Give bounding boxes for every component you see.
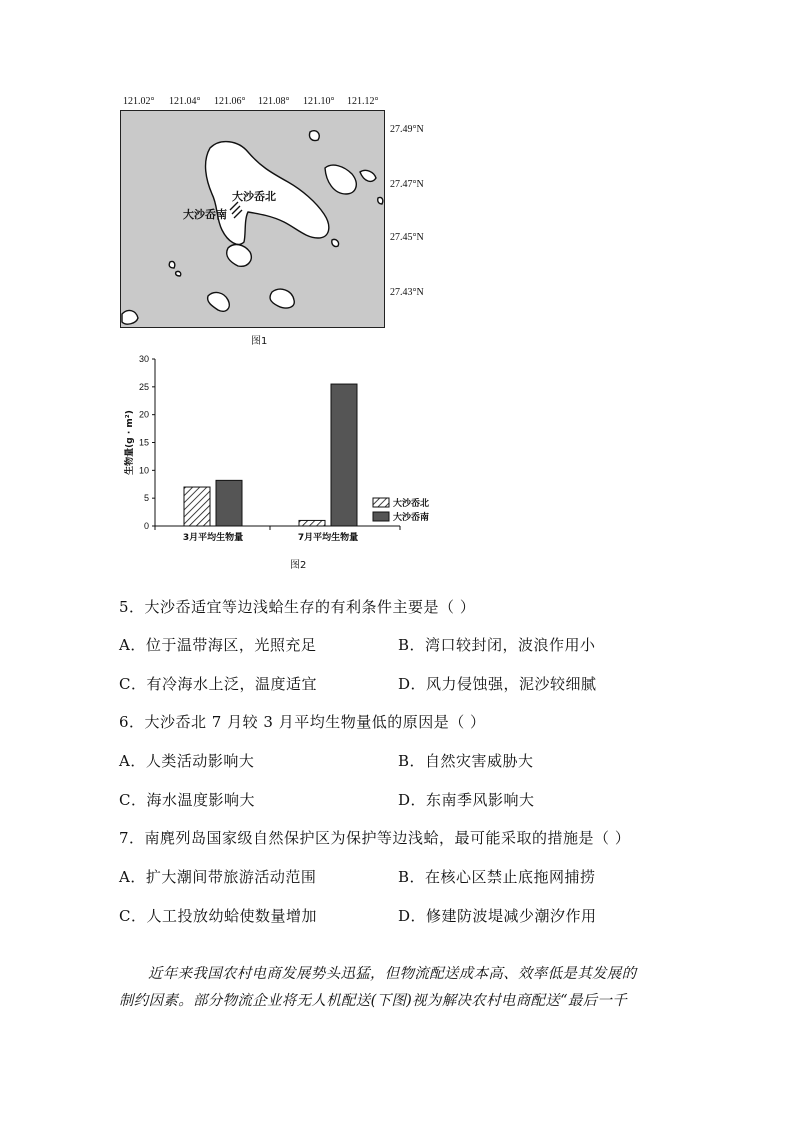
y-tick-label: 10 bbox=[138, 465, 149, 476]
question-6-stem: 6．大沙岙北 7 月较 3 月平均生物量低的原因是（ ） bbox=[119, 713, 486, 731]
sea-area bbox=[121, 111, 385, 328]
lat-label: 27.49°N bbox=[390, 124, 424, 135]
y-tick-label: 30 bbox=[138, 354, 149, 364]
lon-label: 121.02° bbox=[123, 96, 155, 107]
q6-option-c: C．海水温度影响大 bbox=[119, 791, 255, 809]
x-category-label: 3月平均生物量 bbox=[182, 533, 244, 543]
lat-label: 27.43°N bbox=[390, 287, 424, 298]
lat-label: 27.45°N bbox=[390, 232, 424, 243]
figure2-chart bbox=[110, 350, 470, 550]
y-tick-label: 20 bbox=[138, 409, 149, 420]
q7-option-d: D．修建防波堤减少潮汐作用 bbox=[398, 907, 597, 925]
figure1-caption: 图1 bbox=[251, 336, 268, 347]
lon-label: 121.10° bbox=[303, 96, 335, 107]
islet bbox=[169, 261, 175, 268]
y-tick-label: 5 bbox=[143, 493, 149, 504]
x-category-label: 7月平均生物量 bbox=[297, 533, 359, 543]
map bbox=[120, 110, 385, 328]
q6-option-a: A．人类活动影响大 bbox=[119, 752, 255, 770]
figure1 bbox=[0, 0, 794, 350]
islet bbox=[122, 311, 138, 325]
label-dashaao-north: 大沙岙北 bbox=[232, 190, 276, 203]
legend-swatch-north bbox=[373, 498, 389, 507]
legend-label-north: 大沙岙北 bbox=[393, 499, 430, 509]
q7-option-a: A．扩大潮间带旅游活动范围 bbox=[119, 868, 317, 886]
bar-south-march bbox=[216, 480, 242, 526]
islet bbox=[309, 131, 319, 141]
q5-option-b: B．湾口较封闭，波浪作用小 bbox=[398, 636, 596, 654]
legend-swatch-south bbox=[373, 512, 389, 521]
bar-south-july bbox=[331, 384, 357, 526]
lon-label: 121.08° bbox=[258, 96, 290, 107]
q6-option-b: B．自然灾害威胁大 bbox=[398, 752, 534, 770]
lat-label: 27.47°N bbox=[390, 179, 424, 190]
q6-option-d: D．东南季风影响大 bbox=[398, 791, 535, 809]
lon-label: 121.12° bbox=[347, 96, 379, 107]
islet bbox=[176, 271, 181, 276]
question-7-stem: 7．南麂列岛国家级自然保护区为保护等边浅蛤，最可能采取的措施是（ ） bbox=[119, 829, 631, 847]
y-tick-label: 25 bbox=[138, 381, 149, 392]
passage-line-2: 制约因素。部分物流企业将无人机配送(下图)视为解决农村电商配送“最后一千 bbox=[119, 993, 628, 1009]
figure2-caption: 图2 bbox=[290, 560, 307, 571]
lon-label: 121.06° bbox=[214, 96, 246, 107]
islet bbox=[378, 197, 383, 204]
q5-option-a: A．位于温带海区，光照充足 bbox=[119, 636, 317, 654]
y-tick-label: 15 bbox=[138, 437, 149, 448]
question-5-stem: 5．大沙岙适宜等边浅蛤生存的有利条件主要是（ ） bbox=[119, 598, 476, 616]
q7-option-c: C．人工投放幼蛤使数量增加 bbox=[119, 907, 317, 925]
legend-label-south: 大沙岙南 bbox=[393, 513, 430, 523]
y-tick-label: 0 bbox=[143, 521, 149, 531]
y-axis-label: 生物量(g · m²) bbox=[125, 410, 135, 475]
lon-label: 121.04° bbox=[169, 96, 201, 107]
q7-option-b: B．在核心区禁止底拖网捕捞 bbox=[398, 868, 596, 886]
bar-north-july bbox=[299, 520, 325, 526]
q5-option-d: D．风力侵蚀强，泥沙较细腻 bbox=[398, 675, 597, 693]
passage-line-1: 近年来我国农村电商发展势头迅猛，但物流配送成本高、效率低是其发展的 bbox=[148, 966, 637, 982]
bar-north-march bbox=[184, 487, 210, 526]
label-dashaao-south: 大沙岙南 bbox=[183, 208, 227, 221]
q5-option-c: C．有冷海水上泛，温度适宜 bbox=[119, 675, 317, 693]
islet bbox=[332, 239, 339, 246]
